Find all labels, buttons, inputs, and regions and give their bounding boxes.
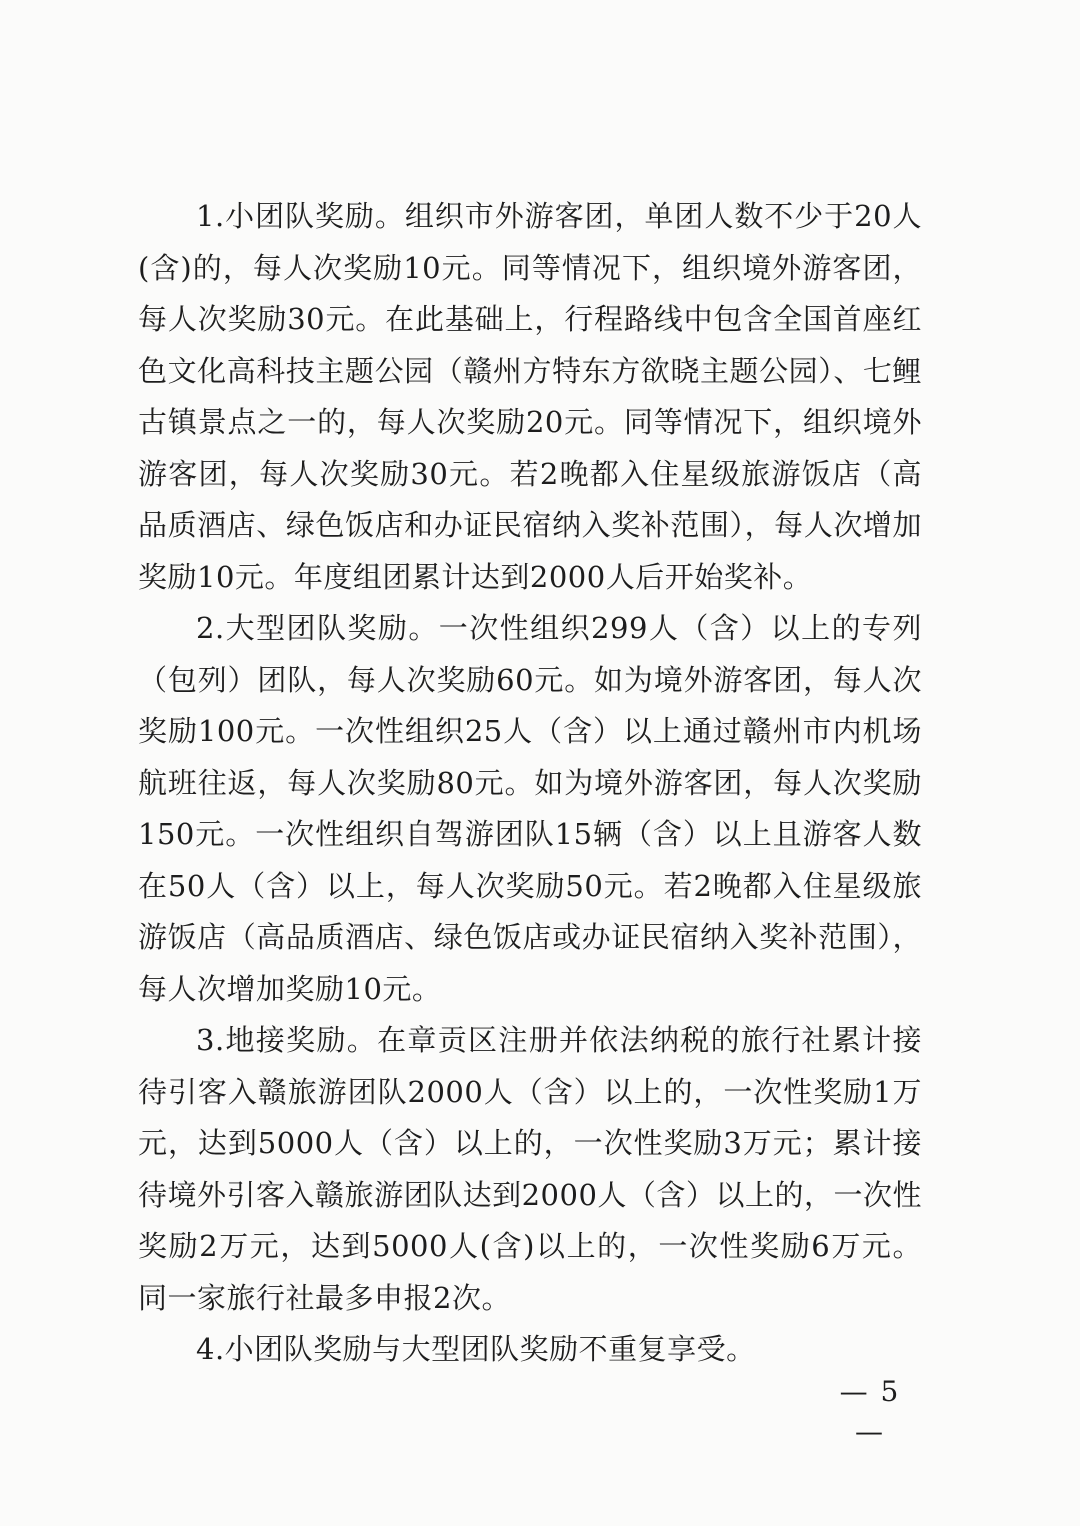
page-number: — 5 — <box>839 1375 901 1448</box>
document-body <box>138 191 922 1376</box>
paragraph-large-team-reward: 2.大型团队奖励。一次性组织299人（含）以上的专列（包列）团队，每人次奖励60元。如为境外游客团，每人次奖励100元。一次性组织25人（含）以上通过赣州市内机场航班往返，每人次奖励80元。如为境外游客团，每人次奖励150元。一次性组织自驾游团队15辆（含）以上且游客人数在50人（含）以上，每人次奖励50元。若2晚都入住星级旅游饭店（高品质酒店、绿色饭店或办证民宿纳入奖补范围），每人次增加奖励10元。 <box>138 611 922 1006</box>
paragraph-local-reception-reward: 3.地接奖励。在章贡区注册并依法纳税的旅行社累计接待引客入赣旅游团队2000人（含）以上的，一次性奖励1万元，达到5000人（含）以上的，一次性奖励3万元；累计接待境外引客入赣旅游团队达到2000人（含）以上的，一次性奖励2万元，达到5000人(含)以上的，一次性奖励6万元。同一家旅行社最多申报2次。 <box>138 1023 922 1315</box>
paragraph-no-double-reward: 4.小团队奖励与大型团队奖励不重复享受。 <box>196 1332 756 1366</box>
paragraph-small-team-reward: 1.小团队奖励。组织市外游客团，单团人数不少于20人(含)的，每人次奖励10元。同等情况下，组织境外游客团，每人次奖励30元。在此基础上，行程路线中包含全国首座红色文化高科技主题公园（赣州方特东方欲晓主题公园）、七鲤古镇景点之一的，每人次奖励20元。同等情况下，组织境外游客团，每人次奖励30元。若2晚都入住星级旅游饭店（高品质酒店、绿色饭店和办证民宿纳入奖补范围），每人次增加奖励10元。年度组团累计达到2000人后开始奖补。 <box>138 199 922 594</box>
